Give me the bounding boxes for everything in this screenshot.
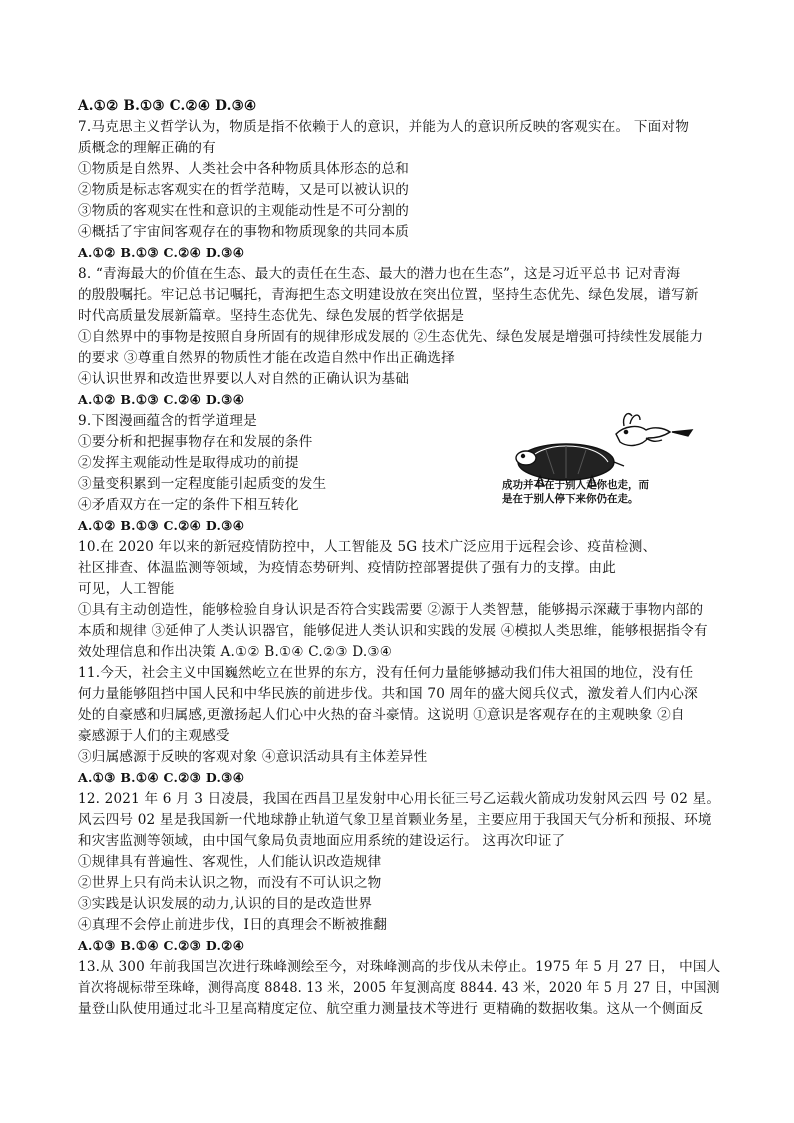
q7-item-2: ②物质是标志客观实在的哲学范畴，又是可以被认识的: [78, 182, 410, 198]
q10-stem-line-3: 可见，人工智能: [78, 581, 175, 597]
q10-stem-line-2: 社区排查、体温监测等领域，为疫情态势研判、疫情防控部署提供了强有力的支撑。由此: [78, 560, 616, 576]
q7-item-3: ③物质的客观实在性和意识的主观能动性是不可分割的: [78, 203, 410, 219]
q10-stem-line-1: 10.在 2020 年以来的新冠疫情防控中，人工智能及 5G 技术广泛应用于远程会诊、疫苗检测、: [78, 539, 657, 555]
q11-items-3-4: ③归属感源于反映的客观对象 ④意识活动具有主体差异性: [78, 749, 428, 765]
cartoon-caption: [502, 478, 712, 506]
q9-item-2: ②发挥主观能动性是取得成功的前提: [78, 455, 299, 471]
q13-stem-line-3: 量登山队使用通过北斗卫星高精度定位、航空重力测量技术等进行 更精确的数据收集。这从一个侧面反: [78, 1001, 704, 1017]
q8-item-line-1: ①自然界中的事物是按照自身所固有的规律形成发展的 ②生态优先、绿色发展是增强可持续性发展能力: [78, 329, 704, 345]
q8-item-4: ④认识世界和改造世界要以人对自然的正确认识为基础: [78, 371, 410, 387]
q6-options: A.①② B.①③ C.②④ D.③④: [78, 98, 257, 114]
q7-item-1: ①物质是自然界、人类社会中各种物质具体形态的总和: [78, 161, 410, 177]
q10-items-line-1: ①具有主动创造性，能够检验自身认识是否符合实践需要 ②源于人类智慧，能够揭示深藏于事物内部的: [78, 602, 704, 618]
q12-options: A.①③ B.①④ C.②③ D.②④: [78, 938, 245, 953]
q10-items-line-2: 本质和规律 ③延伸了人类认识器官，能够促进人类认识和实践的发展 ④模拟人类思维，能够根据指令有: [78, 623, 708, 639]
cartoon-caption-line-2: 是在于别人停下来你仍在走。: [502, 493, 639, 505]
q11-options: A.①③ B.①④ C.②③ D.③④: [78, 770, 245, 785]
q12-stem-line-3: 和灾害监测等领域，由中国气象局负责地面应用系统的建设运行。 这再次印证了: [78, 833, 566, 849]
q13-stem-line-2: 首次将觇标带至珠峰，测得高度 8848. 13 米，2005 年复测高度 8844. 43 米，2020 年 5 月 27 日，中国测: [78, 980, 720, 996]
q9-stem: 9.下图漫画蕴含的哲学道理是: [78, 413, 257, 429]
q7-options: A.①② B.①③ C.②④ D.③④: [78, 245, 245, 260]
q8-options: A.①② B.①③ C.②④ D.③④: [78, 392, 245, 407]
q12-item-1: ①规律具有普遍性、客观性，人们能认识改造规律: [78, 854, 382, 870]
q9-item-4: ④矛盾双方在一定的条件下相互转化: [78, 497, 299, 513]
q7-stem-line-1: 7.马克思主义哲学认为，物质是指不依赖于人的意识，并能为人的意识所反映的客观实在。 下面对物: [78, 119, 690, 135]
q9-item-3: ③量变积累到一定程度能引起质变的发生: [78, 476, 327, 492]
q7-item-4: ④概括了宇宙间客观存在的事物和物质现象的共同本质: [78, 224, 410, 240]
q8-stem-line-3: 时代高质量发展新篇章。坚持生态优先、绿色发展的哲学依据是: [78, 308, 465, 324]
q10-items-line-3: 效处理信息和作出决策 A.①② B.①④ C.②③ D.③④: [78, 644, 393, 660]
rabbit-icon: [616, 414, 692, 446]
q8-item-line-2: 的要求 ③尊重自然界的物质性才能在改造自然中作出正确选择: [78, 350, 455, 366]
q8-stem-line-2: 的殷殷嘱托。牢记总书记嘱托，青海把生态文明建设放在突出位置，坚持生态优先、绿色发展，谱写新: [78, 287, 699, 303]
q7-stem-line-2: 质概念的理解正确的有: [78, 140, 216, 156]
q11-stem-line-1: 11.今天，社会主义中国巍然屹立在世界的东方，没有任何力量能够撼动我们伟大祖国的地位，没有任: [78, 665, 694, 681]
q12-item-4: ④真理不会停止前进步伐，Ⅰ日的真理会不断被推翻: [78, 917, 388, 933]
cartoon-caption-line-1: 成功并不在于别人走你也走，而: [502, 479, 649, 491]
q12-stem-line-1: 12. 2021 年 6 月 3 日凌晨，我国在西昌卫星发射中心用长征三号乙运载火箭成功发射风云四 号 02 星。: [78, 791, 721, 807]
q12-item-2: ②世界上只有尚未认识之物，而没有不可认识之物: [78, 875, 382, 891]
q13-stem-line-1: 13.从 300 年前我国岂次进行珠峰测绘至今，对珠峰测高的步伐从未停止。1975 年 5 月 27 日， 中国人: [78, 959, 721, 975]
q8-stem-line-1: 8. “青海最大的价值在生态、最大的责任在生态、最大的潜力也在生态”，这是习近平总书 记对青海: [78, 266, 681, 282]
q9-options: A.①② B.①③ C.②④ D.③④: [78, 518, 245, 533]
q11-item-2: 豪感源于人们的主观感受: [78, 728, 230, 744]
q12-stem-line-2: 风云四号 02 星是我国新一代地球静止轨道气象卫星首颗业务星，主要应用于我国天气分析和预报、环境: [78, 812, 712, 828]
q9-item-1: ①要分析和把握事物存在和发展的条件: [78, 434, 313, 450]
q11-stem-line-3: 处的自豪感和归属感,更激扬起人们心中火热的奋斗豪情。这说明 ①意识是客观存在的主观映象 ②自: [78, 707, 685, 723]
q11-stem-line-2: 何力量能够阻挡中国人民和中华民族的前进步伐。共和国 70 周年的盛大阅兵仪式，激发着人们内心深: [78, 686, 698, 702]
q12-item-3: ③实践是认识发展的动力,认识的目的是改造世界: [78, 896, 373, 912]
